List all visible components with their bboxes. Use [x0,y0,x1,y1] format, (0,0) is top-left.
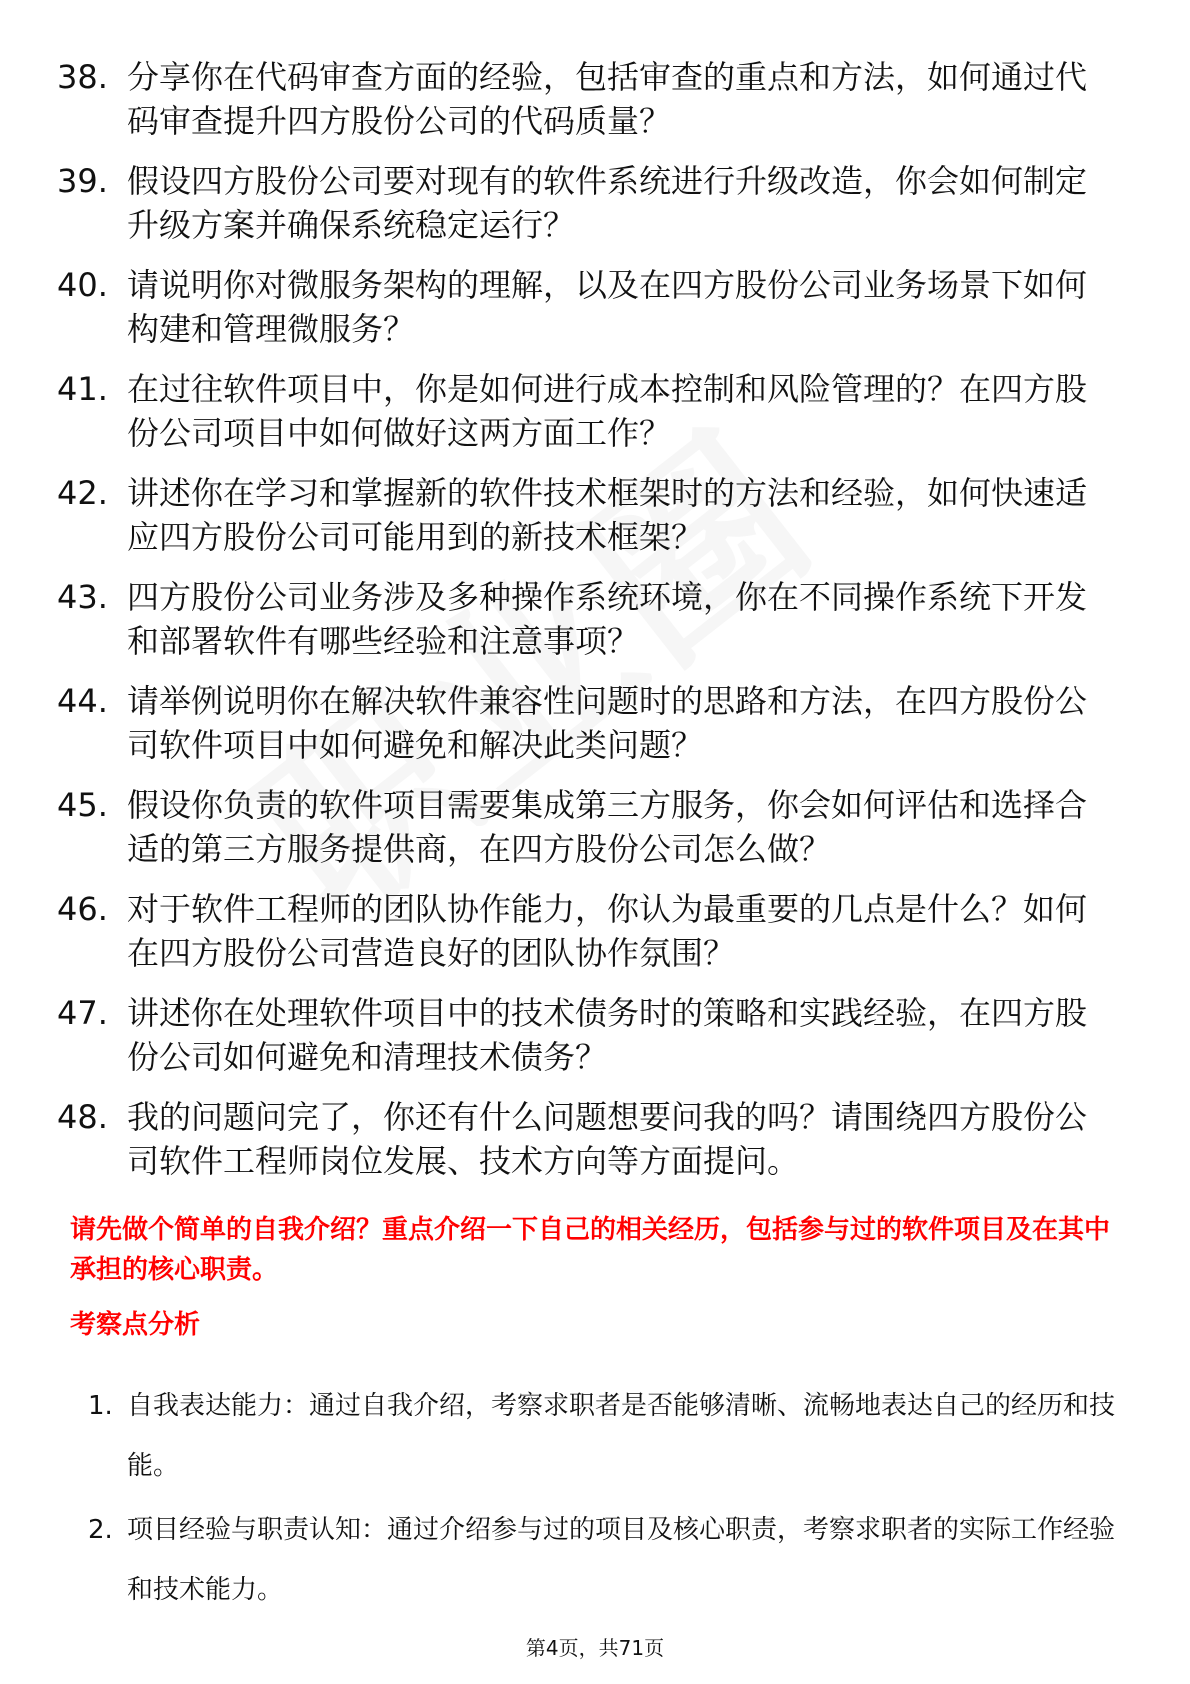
question-number: 44. [57,682,108,720]
highlight-question: 请先做个简单的自我介绍？重点介绍一下自己的相关经历，包括参与过的软件项目及在其中承担的核心职责。 [70,1215,1111,1285]
question-text: 四方股份公司业务涉及多种操作系统环境，你在不同操作系统下开发和部署软件有哪些经验和注意事项？ [127,578,1088,660]
question-number: 48. [57,1098,108,1136]
question-text: 对于软件工程师的团队协作能力，你认为最重要的几点是什么？如何在四方股份公司营造良好的团队协作氛围？ [127,890,1088,972]
analysis-item [0,1500,1117,1620]
analysis-item [0,1376,1117,1496]
analysis-heading: 考察点分析 [70,1310,201,1340]
question-item [0,55,1107,143]
analysis-number: 2. [88,1515,113,1545]
question-number: 47. [57,994,108,1032]
question-text: 请举例说明你在解决软件兼容性问题时的思路和方法，在四方股份公司软件项目中如何避免和解决此类问题？ [127,682,1088,764]
question-number: 39. [57,162,108,200]
question-text: 我的问题问完了，你还有什么问题想要问我的吗？请围绕四方股份公司软件工程师岗位发展、技术方向等方面提问。 [127,1098,1088,1180]
question-item [0,575,1107,663]
question-text: 分享你在代码审查方面的经验，包括审查的重点和方法，如何通过代码审查提升四方股份公司的代码质量？ [127,58,1088,140]
question-item [0,783,1107,871]
question-item [0,471,1107,559]
question-number: 45. [57,786,108,824]
page-footer: 第4页，共71页 [525,1636,665,1660]
question-text: 假设四方股份公司要对现有的软件系统进行升级改造，你会如何制定升级方案并确保系统稳定运行？ [127,162,1088,244]
question-number: 43. [57,578,108,616]
analysis-number: 1. [88,1391,113,1421]
question-item [0,263,1107,351]
question-number: 40. [57,266,108,304]
analysis-text: 自我表达能力：通过自我介绍，考察求职者是否能够清晰、流畅地表达自己的经历和技能。 [127,1391,1116,1481]
analysis-text: 项目经验与职责认知：通过介绍参与过的项目及核心职责，考察求职者的实际工作经验和技术能力。 [127,1515,1116,1605]
analysis-list [0,1376,1190,1624]
question-number: 41. [57,370,108,408]
question-text: 请说明你对微服务架构的理解，以及在四方股份公司业务场景下如何构建和管理微服务？ [127,266,1088,348]
question-item [0,159,1107,247]
question-item [0,1095,1107,1183]
question-item [0,991,1107,1079]
question-text: 在过往软件项目中，你是如何进行成本控制和风险管理的？在四方股份公司项目中如何做好这两方面工作？ [127,370,1088,452]
question-text: 假设你负责的软件项目需要集成第三方服务，你会如何评估和选择合适的第三方服务提供商，在四方股份公司怎么做？ [127,786,1088,868]
question-number: 46. [57,890,108,928]
question-item [0,887,1107,975]
question-item [0,367,1107,455]
question-item [0,679,1107,767]
question-list [0,55,1190,1199]
question-text: 讲述你在学习和掌握新的软件技术框架时的方法和经验，如何快速适应四方股份公司可能用到的新技术框架？ [127,474,1088,556]
question-number: 42. [57,474,108,512]
question-text: 讲述你在处理软件项目中的技术债务时的策略和实践经验，在四方股份公司如何避免和清理技术债务？ [127,994,1088,1076]
question-number: 38. [57,58,108,96]
